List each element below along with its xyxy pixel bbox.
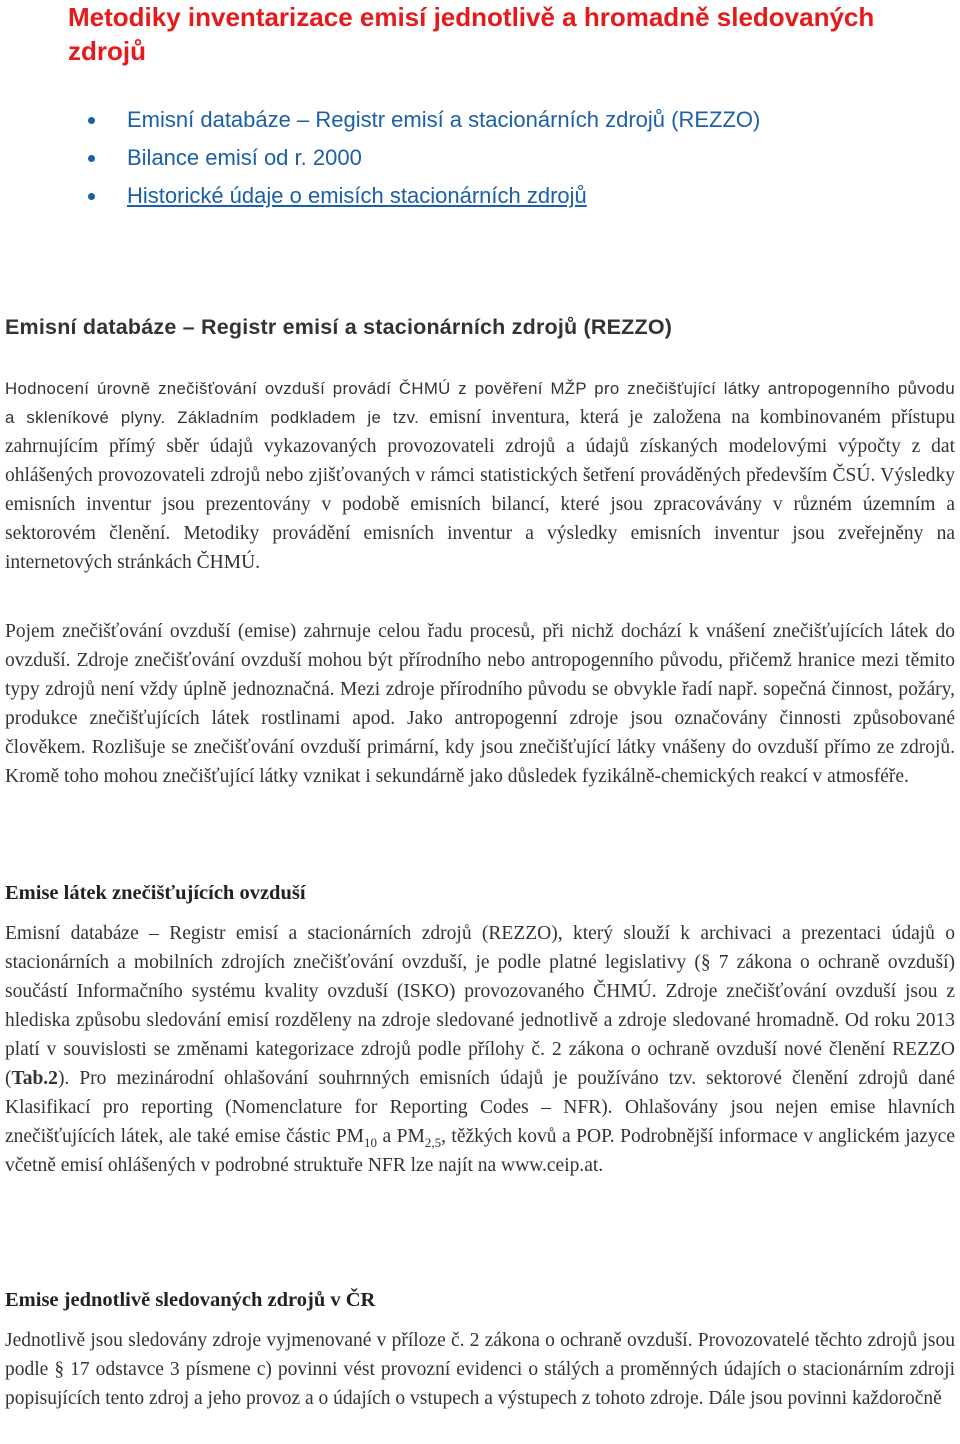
paragraph-pojem: Pojem znečišťování ovzduší (emise) zahrnuje celou řadu procesů, při nichž dochází k vnášení znečišťujících látek do ovzduší. Zdroje znečišťování ovzduší mohou být přírodního nebo antropogenního původu, přičemž hranice mezi těmito typy zdrojů není vždy úplně jednoznačná. Mezi zdroje přírodního původu se obvykle řadí např. sopečná činnost, požáry, produkce znečišťujících látek rostlinami apod. Jako antropogenní zdroje jsou označovány činnosti způsobované člověkem. Rozlišuje se znečišťování ovzduší primární, kdy jsou znečišťující látky vnášeny do ovzduší přímo ze zdrojů. Kromě toho mohou znečišťující látky vznikat i sekundárně jako důsledek fyzikálně-chemických reakcí v atmosféře. [5, 621, 955, 787]
subscript: 2,5 [424, 1135, 442, 1150]
text-part: Emisní databáze – Registr emisí a stacionárních zdrojů (REZZO), který slouží k archivaci a prezentaci údajů o stacionárních a mobilních zdrojích znečišťování ovzduší, je podle platné legislativy (§ 7 zákona o ochraně ovzduší) součástí Informačního systému kvality ovzduší (ISKO) provozovaného ČHMÚ. Zdroje znečišťování ovzduší jsou z hlediska způsobu sledování emisí rozděleny na zdroje sledované jednotlivě a zdroje sledované hromadně. Od roku 2013 platí v souvislosti se změnami kategorizace zdrojů podle přílohy č. 2 zákona o ochraně ovzduší nové členění REZZO ( [5, 923, 955, 1089]
paragraph-hodnoceni [5, 374, 955, 577]
subscript: 10 [364, 1135, 378, 1150]
text-part: a PM [377, 1126, 425, 1147]
link-list [88, 101, 760, 215]
section-heading: Emisní databáze – Registr emisí a stacionárních zdrojů (REZZO) [5, 315, 673, 339]
heading-jednotlive: Emise jednotlivě sledovaných zdrojů v ČR [5, 1289, 376, 1311]
bullet-icon [88, 155, 95, 162]
link-historicke[interactable]: Historické údaje o emisích stacionárních zdrojů [127, 183, 587, 208]
bullet-icon [88, 117, 95, 124]
list-item [88, 101, 760, 139]
list-item [88, 177, 760, 215]
list-item [88, 139, 760, 177]
link-rezzo[interactable]: Emisní databáze – Registr emisí a stacionárních zdrojů (REZZO) [127, 107, 761, 132]
page-title: Metodiky inventarizace emisí jednotlivě a hromadně sledovaných zdrojů [68, 2, 875, 66]
table-reference: Tab.2 [11, 1068, 58, 1089]
paragraph-jednotlive: Jednotlivě jsou sledovány zdroje vyjmenované v příloze č. 2 zákona o ochraně ovzduší. Provozovatelé těchto zdrojů jsou podle § 17 odstavce 3 písmene c) povinni vést provozní evidenci o stálých a proměnných údajích o stacionárním zdroji popisujících tento zdroj a jeho provoz a o údajích o vstupech a výstupech z tohoto zdroje. Dále jsou povinni každoročně [5, 1330, 955, 1409]
text-part: , těžkých kovů a POP. Podrobnější informace v anglickém jazyce včetně emisí ohlášených v podrobné struktuře NFR lze najít na www.ceip.at. [5, 1126, 955, 1176]
heading-emise-latek: Emise látek znečišťujících ovzduší [5, 882, 306, 904]
paragraph-emise-latek [5, 919, 955, 1180]
paragraph-serif-part: emisní inventura, která je založena na kombinovaném přístupu zahrnujícím přímý sběr údajů vykazovaných provozovateli zdrojů a údajů získaných modelovými výpočty z dat ohlášených provozovateli zdrojů nebo zjišťovaných v rámci statistických šetření prováděných především ČSÚ. Výsledky emisních inventur jsou prezentovány v podobě emisních bilancí, které jsou zpracovávány v různém územním a sektorovém členění. Metodiky provádění emisních inventur a výsledky emisních inventur jsou zveřejněny na internetových stránkách ČHMÚ. [5, 407, 956, 573]
paragraph-sans-part: Hodnocení úrovně znečišťování ovzduší provádí ČHMÚ z pověření MŽP pro znečišťující látky antropogenního původu a skleníkové plyny. Základním podkladem je tzv. [5, 379, 955, 427]
bullet-icon [88, 193, 95, 200]
link-bilance[interactable]: Bilance emisí od r. 2000 [127, 145, 362, 170]
text-part: ). Pro mezinárodní ohlašování souhrnných emisních údajů je používáno tzv. sektorové členění zdrojů dané Klasifikací pro reporting (Nomenclature for Reporting Codes – NFR). Ohlašovány jsou nejen emise hlavních znečišťujících látek, ale také emise částic PM [5, 1068, 955, 1147]
